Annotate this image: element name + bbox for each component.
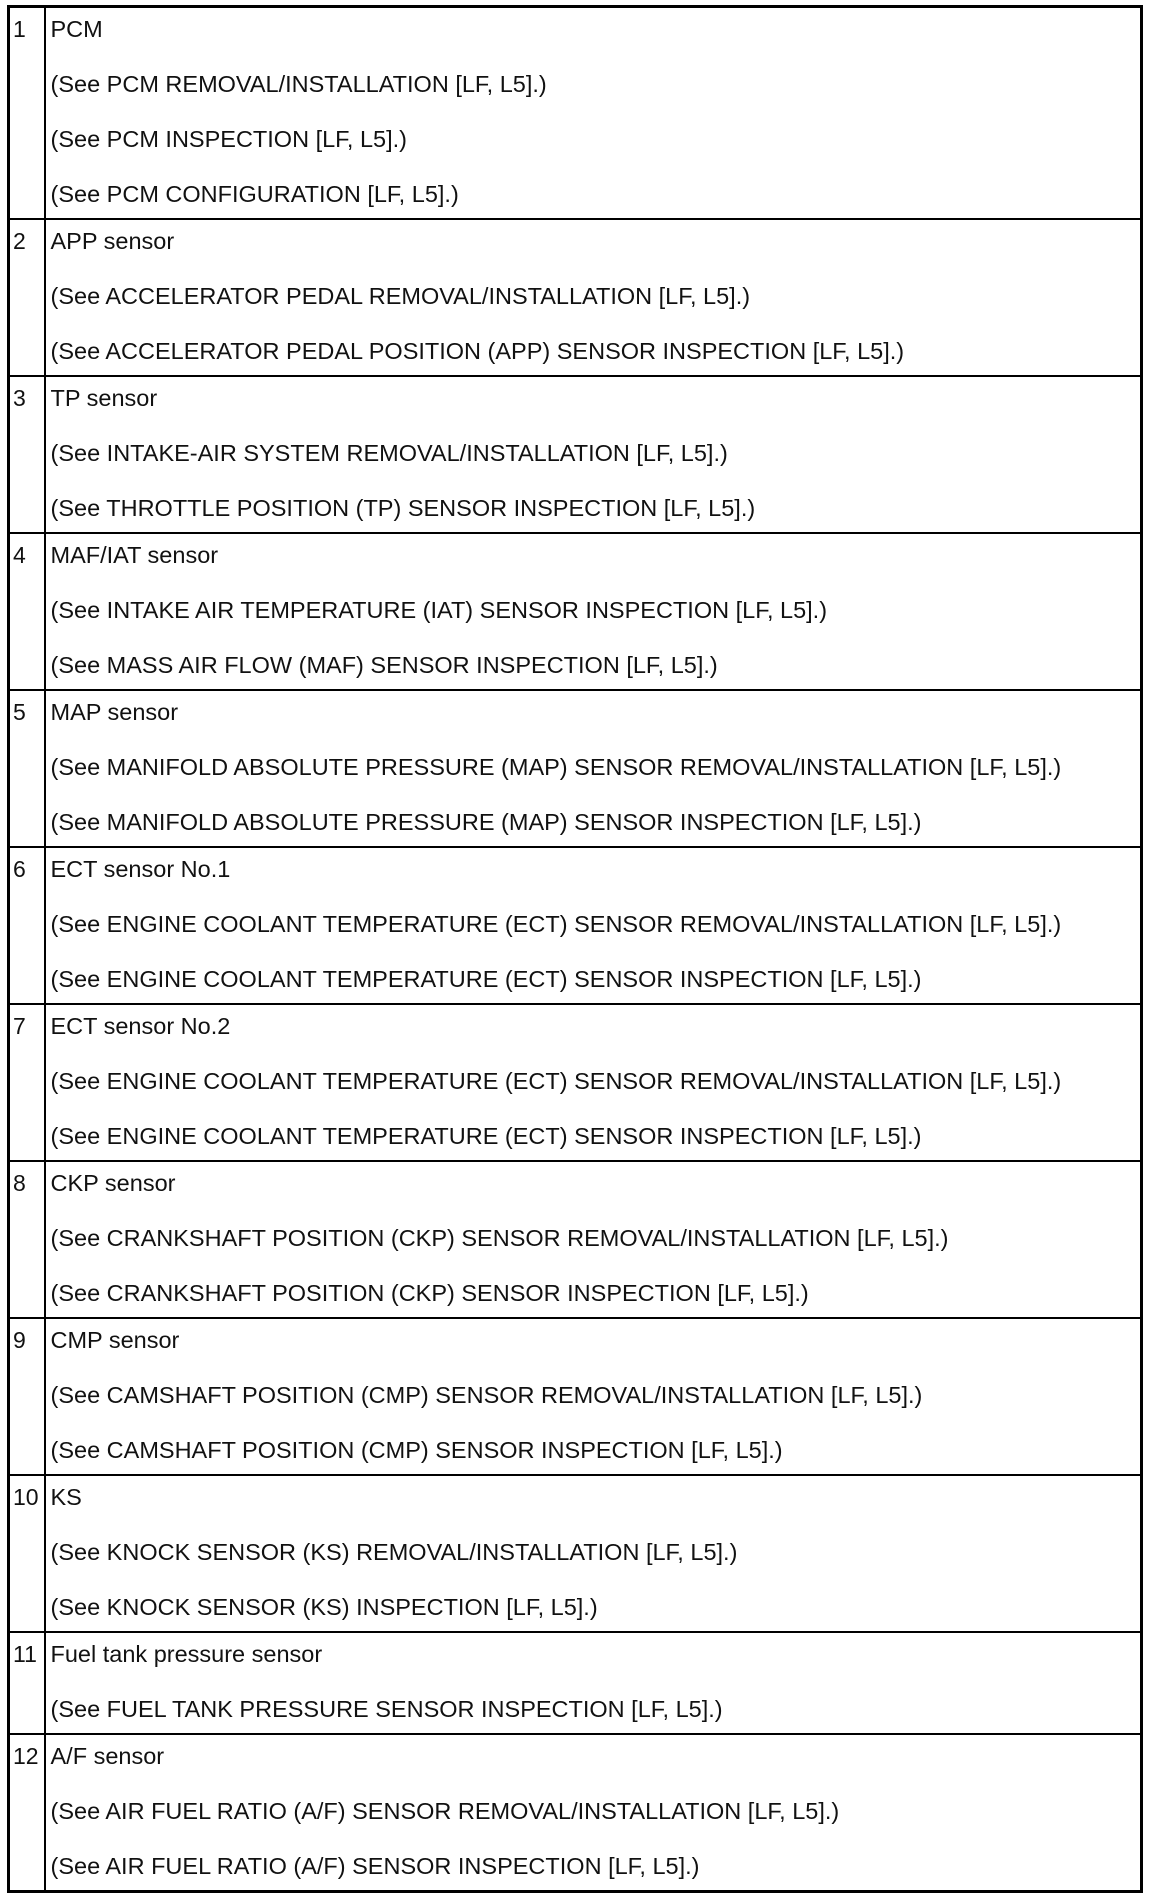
component-name: MAP sensor (50, 699, 179, 725)
procedure-reference-link[interactable]: (See CAMSHAFT POSITION (CMP) SENSOR INSPECTION [LF, L5].) (50, 1437, 783, 1463)
table-row (9, 7, 1142, 220)
cell-padding (51, 208, 1141, 218)
table-row (9, 376, 1142, 533)
procedure-reference-link[interactable]: (See MANIFOLD ABSOLUTE PRESSURE (MAP) SENSOR REMOVAL/INSTALLATION [LF, L5].) (50, 754, 1062, 780)
component-name: A/F sensor (50, 1743, 165, 1769)
procedure-reference-link[interactable]: (See PCM REMOVAL/INSTALLATION [LF, L5].) (50, 71, 547, 97)
table-row (9, 1734, 1142, 1892)
component-name: ECT sensor No.2 (50, 1013, 231, 1039)
component-reference-table (7, 5, 1143, 1893)
table-row (9, 847, 1142, 1004)
cell-padding (51, 1621, 1141, 1631)
row-content (45, 533, 1142, 690)
component-name: TP sensor (50, 385, 158, 411)
row-content (45, 376, 1142, 533)
component-name: PCM (50, 16, 103, 42)
component-name: CKP sensor (50, 1170, 176, 1196)
procedure-reference-link[interactable]: (See AIR FUEL RATIO (A/F) SENSOR REMOVAL/INSTALLATION [LF, L5].) (50, 1798, 840, 1824)
cell-padding (51, 836, 1141, 846)
table-row (9, 1004, 1142, 1161)
component-name: APP sensor (50, 228, 175, 254)
table-body (9, 7, 1142, 1892)
row-number: 1 (9, 7, 45, 220)
procedure-reference-link[interactable]: (See CRANKSHAFT POSITION (CKP) SENSOR REMOVAL/INSTALLATION [LF, L5].) (50, 1225, 949, 1251)
cell-padding (51, 679, 1141, 689)
component-name: ECT sensor No.1 (50, 856, 231, 882)
row-content (45, 1734, 1142, 1892)
row-number: 8 (9, 1161, 45, 1318)
procedure-reference-link[interactable]: (See INTAKE AIR TEMPERATURE (IAT) SENSOR INSPECTION [LF, L5].) (50, 597, 828, 623)
procedure-reference-link[interactable]: (See ACCELERATOR PEDAL REMOVAL/INSTALLATION [LF, L5].) (50, 283, 751, 309)
procedure-reference-link[interactable]: (See KNOCK SENSOR (KS) INSPECTION [LF, L5].) (50, 1594, 598, 1620)
table-row (9, 533, 1142, 690)
row-number: 7 (9, 1004, 45, 1161)
table-row (9, 690, 1142, 847)
procedure-reference-link[interactable]: (See PCM INSPECTION [LF, L5].) (50, 126, 408, 152)
procedure-reference-link[interactable]: (See AIR FUEL RATIO (A/F) SENSOR INSPECTION [LF, L5].) (50, 1853, 700, 1879)
row-content (45, 690, 1142, 847)
row-number: 5 (9, 690, 45, 847)
row-content (45, 1318, 1142, 1475)
row-content (45, 1632, 1142, 1734)
row-number: 6 (9, 847, 45, 1004)
procedure-reference-link[interactable]: (See ENGINE COOLANT TEMPERATURE (ECT) SENSOR INSPECTION [LF, L5].) (50, 966, 922, 992)
cell-padding (51, 1880, 1141, 1890)
row-number: 2 (9, 219, 45, 376)
row-content (45, 847, 1142, 1004)
row-content (45, 1475, 1142, 1632)
row-content (45, 1004, 1142, 1161)
cell-padding (51, 1464, 1141, 1474)
cell-padding (51, 522, 1141, 532)
row-number: 10 (9, 1475, 45, 1632)
procedure-reference-link[interactable]: (See FUEL TANK PRESSURE SENSOR INSPECTION [LF, L5].) (50, 1696, 723, 1722)
procedure-reference-link[interactable]: (See ENGINE COOLANT TEMPERATURE (ECT) SENSOR REMOVAL/INSTALLATION [LF, L5].) (50, 911, 1062, 937)
row-number: 9 (9, 1318, 45, 1475)
table-row (9, 1161, 1142, 1318)
row-number: 3 (9, 376, 45, 533)
cell-padding (51, 1723, 1141, 1733)
row-content (45, 219, 1142, 376)
procedure-reference-link[interactable]: (See THROTTLE POSITION (TP) SENSOR INSPECTION [LF, L5].) (50, 495, 756, 521)
row-number: 12 (9, 1734, 45, 1892)
cell-padding (51, 365, 1141, 375)
procedure-reference-link[interactable]: (See CRANKSHAFT POSITION (CKP) SENSOR INSPECTION [LF, L5].) (50, 1280, 809, 1306)
row-content (45, 7, 1142, 220)
cell-padding (51, 993, 1141, 1003)
component-name: KS (50, 1484, 82, 1510)
table-row (9, 1475, 1142, 1632)
procedure-reference-link[interactable]: (See ENGINE COOLANT TEMPERATURE (ECT) SENSOR INSPECTION [LF, L5].) (50, 1123, 922, 1149)
row-number: 4 (9, 533, 45, 690)
cell-padding (51, 1307, 1141, 1317)
cell-padding (51, 1150, 1141, 1160)
component-name: MAF/IAT sensor (50, 542, 219, 568)
procedure-reference-link[interactable]: (See MANIFOLD ABSOLUTE PRESSURE (MAP) SENSOR INSPECTION [LF, L5].) (50, 809, 922, 835)
row-content (45, 1161, 1142, 1318)
table-row (9, 1632, 1142, 1734)
procedure-reference-link[interactable]: (See MASS AIR FLOW (MAF) SENSOR INSPECTION [LF, L5].) (50, 652, 718, 678)
procedure-reference-link[interactable]: (See PCM CONFIGURATION [LF, L5].) (50, 181, 459, 207)
component-name: Fuel tank pressure sensor (50, 1641, 323, 1667)
procedure-reference-link[interactable]: (See INTAKE-AIR SYSTEM REMOVAL/INSTALLATION [LF, L5].) (50, 440, 728, 466)
procedure-reference-link[interactable]: (See ENGINE COOLANT TEMPERATURE (ECT) SENSOR REMOVAL/INSTALLATION [LF, L5].) (50, 1068, 1062, 1094)
table-row (9, 1318, 1142, 1475)
procedure-reference-link[interactable]: (See KNOCK SENSOR (KS) REMOVAL/INSTALLATION [LF, L5].) (50, 1539, 738, 1565)
component-name: CMP sensor (50, 1327, 180, 1353)
table-row (9, 219, 1142, 376)
procedure-reference-link[interactable]: (See CAMSHAFT POSITION (CMP) SENSOR REMOVAL/INSTALLATION [LF, L5].) (50, 1382, 923, 1408)
row-number: 11 (9, 1632, 45, 1734)
procedure-reference-link[interactable]: (See ACCELERATOR PEDAL POSITION (APP) SENSOR INSPECTION [LF, L5].) (50, 338, 905, 364)
